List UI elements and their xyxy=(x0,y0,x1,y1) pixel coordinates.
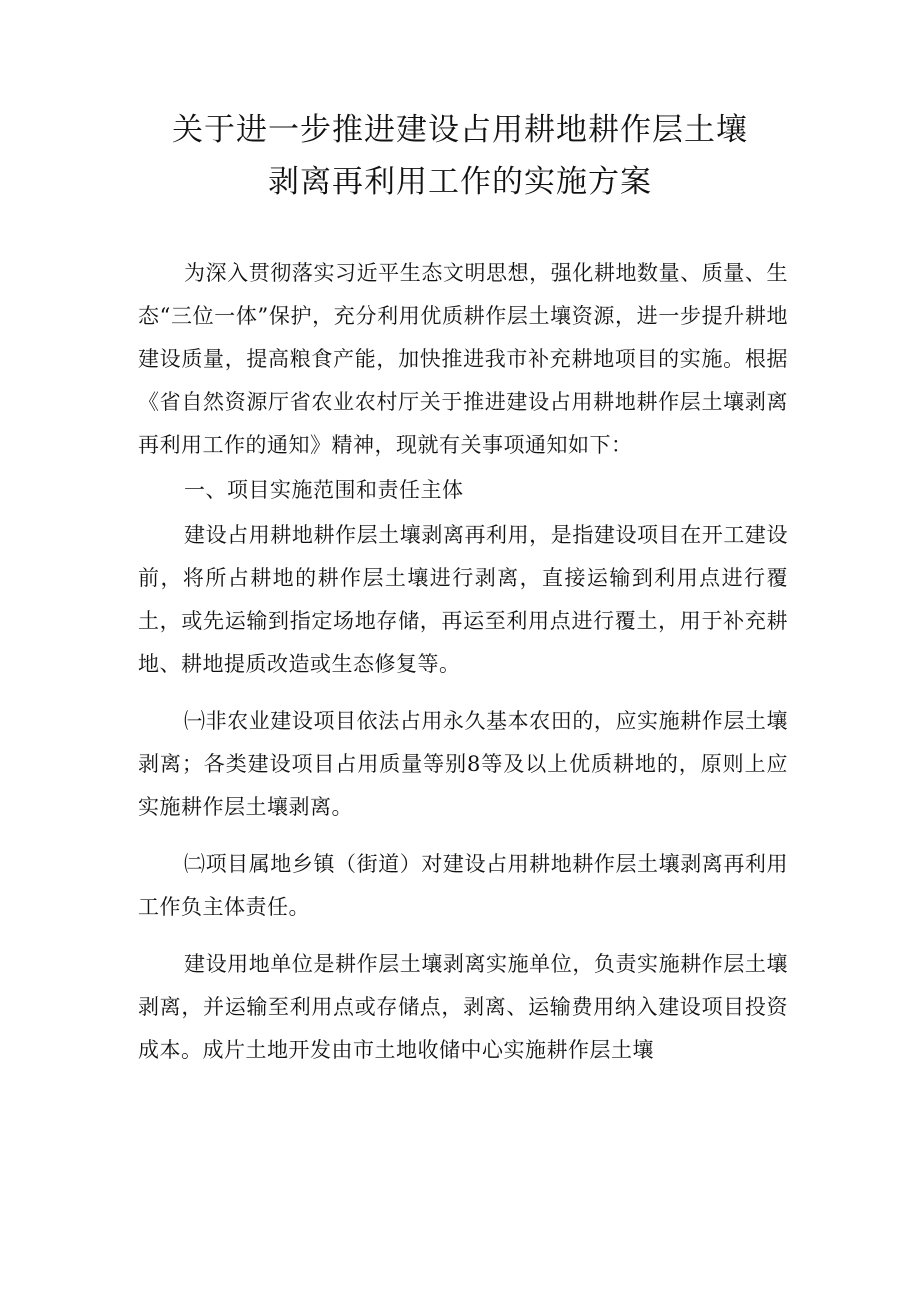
paragraph-responsibility: 建设用地单位是耕作层土壤剥离实施单位，负责实施耕作层土壤剥离，并运输至利用点或存储点，剥离、运输费用纳入建设项目投资成本。成片土地开发由市土地收储中心实施耕作层土壤 xyxy=(138,952,788,1062)
paragraph-item-1: ㈠非农业建设项目依法占用永久基本农田的，应实施耕作层土壤剥离；各类建设项目占用质量等别8等及以上优质耕地的，原则上应实施耕作层土壤剥离。 xyxy=(138,709,788,819)
document-title-line-1: 关于进一步推进建设占用耕地耕作层土壤 xyxy=(172,112,748,148)
section-heading-1: 一、项目实施范围和责任主体 xyxy=(184,478,464,502)
paragraph-intro: 为深入贯彻落实习近平生态文明思想，强化耕地数量、质量、生态“三位一体”保护，充分利用优质耕作层土壤资源，进一步提升耕地建设质量，提高粮食产能，加快推进我市补充耕地项目的实施。根据《省自然资源厅省农业农村厅关于推进建设占用耕地耕作层土壤剥离再利用工作的通知》精神，现就有关事项通知如下： xyxy=(138,261,788,457)
paragraph-item-2: ㈡项目属地乡镇（街道）对建设占用耕地耕作层土壤剥离再利用工作负主体责任。 xyxy=(138,852,788,919)
document-body xyxy=(138,252,788,1072)
paragraph-definition: 建设占用耕地耕作层土壤剥离再利用，是指建设项目在开工建设前，将所占耕地的耕作层土壤进行剥离，直接运输到利用点进行覆土，或先运输到指定场地存储，再运至利用点进行覆土，用于补充耕地、耕地提质改造或生态修复等。 xyxy=(138,523,788,676)
document-title-line-2: 剥离再利用工作的实施方案 xyxy=(268,164,652,200)
